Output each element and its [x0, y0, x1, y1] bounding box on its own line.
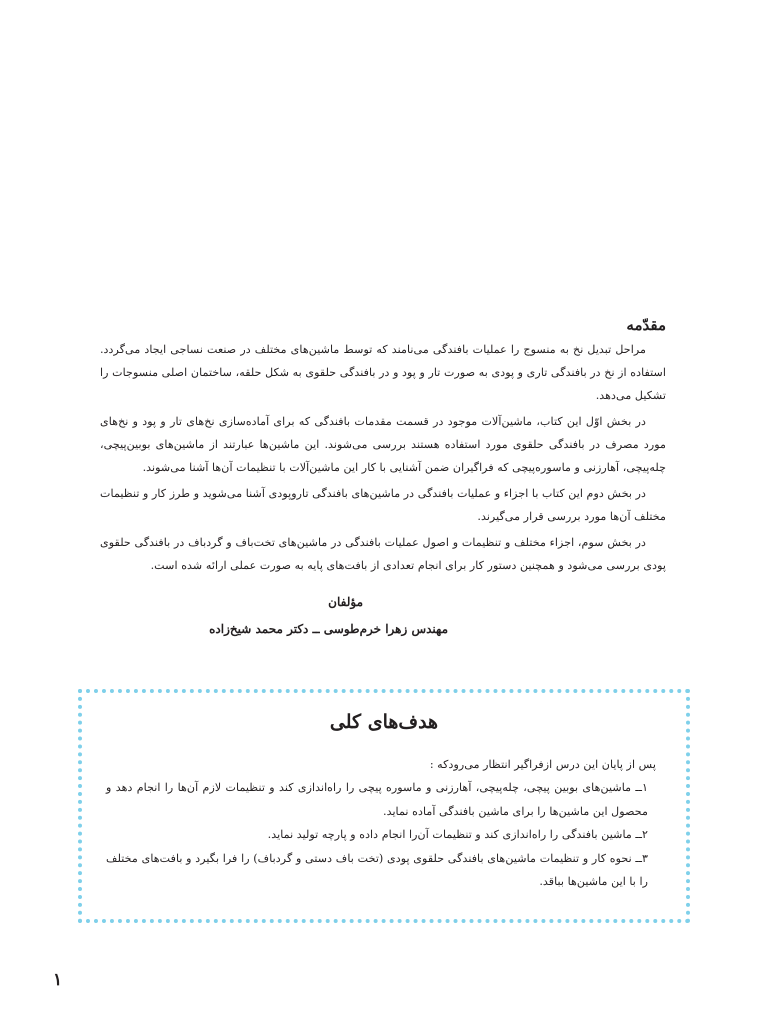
goal-item-3: ۳ــ نحوه کار و تنظیمات ماشین‌های بافندگی حلقوی پودی (تخت باف دستی و گردباف) را فرا بگیرد و بافت‌های مختلف را با این ماشین‌ها بباقد. — [106, 851, 648, 888]
general-goals-title: هدف‌های کلی — [329, 711, 439, 733]
goal-item-2: ۲ــ ماشین بافندگی را راه‌اندازی کند و تنظیمات آن‌را انجام داده و پارچه تولید نماید. — [267, 828, 648, 841]
authors-block — [100, 589, 448, 643]
introduction-paragraph-1: مراحل تبدیل نخ به منسوج را عملیات بافندگی می‌نامند که توسط ماشین‌های مختلف در صنعت نساجی ایجاد می‌گردد. استفاده از نخ در بافندگی تاری و پودی به صورت تار و پود و در بافندگی حلقوی به شکل حلقه، ساختمان اصلی منسوجات را تشکیل می‌دهد. — [100, 343, 666, 402]
authors-names: مهندس زهرا خرم‌طوسی ــ دکتر محمد شیخ‌زاده — [209, 622, 448, 636]
general-goals-box — [78, 689, 690, 923]
introduction-section — [100, 316, 666, 643]
page-number: ۱ — [53, 970, 63, 990]
introduction-title: مقدّمه — [626, 316, 666, 334]
introduction-paragraph-4: در بخش سوم، اجزاء مختلف و تنظیمات و اصول عملیات بافندگی در ماشین‌های تخت‌باف و گردباف در بافندگی حلقوی پودی بررسی می‌شود و همچنین دستور کار برای انجام تعدادی از بافت‌های پایه به صورت عملی ارائه شده است. — [100, 536, 666, 572]
introduction-paragraph-3: در بخش دوم این کتاب با اجزاء و عملیات بافندگی در ماشین‌های بافندگی تاروپودی آشنا می‌شوید و طرز کار و تنظیمات مختلف آن‌ها مورد بررسی قرار می‌گیرند. — [100, 487, 666, 523]
general-goals-lead: پس از پایان این درس ازفراگیر انتظار می‌رودکه : — [429, 758, 656, 771]
general-goals-body — [82, 753, 686, 894]
goal-item-1: ۱ــ ماشین‌های بوبین پیچی، چله‌پیچی، آهارزنی و ماسوره پیچی را راه‌اندازی کند و تنظیمات لازم آن‌ها را انجام دهد و محصول این ماشین‌ها را برای ماشین بافندگی آماده نماید. — [106, 781, 648, 818]
introduction-paragraph-2: در بخش اوّل این کتاب، ماشین‌آلات موجود در قسمت مقدمات بافندگی که برای آماده‌سازی نخ‌های تار و پود و نخ‌های مورد مصرف در بافندگی حلقوی مورد استفاده هستند بررسی می‌شوند. این ماشین‌ها عبارتند از ماشین‌های بوبین‌پیچی، چله‌پیچی، آهارزنی و ماسوره‌پیچی که فراگیران ضمن آشنایی با کار این ماشین‌آلات با تنظیمات آن‌ها آشنا می‌شوند. — [100, 415, 666, 474]
authors-role: مؤلفان — [328, 595, 363, 609]
